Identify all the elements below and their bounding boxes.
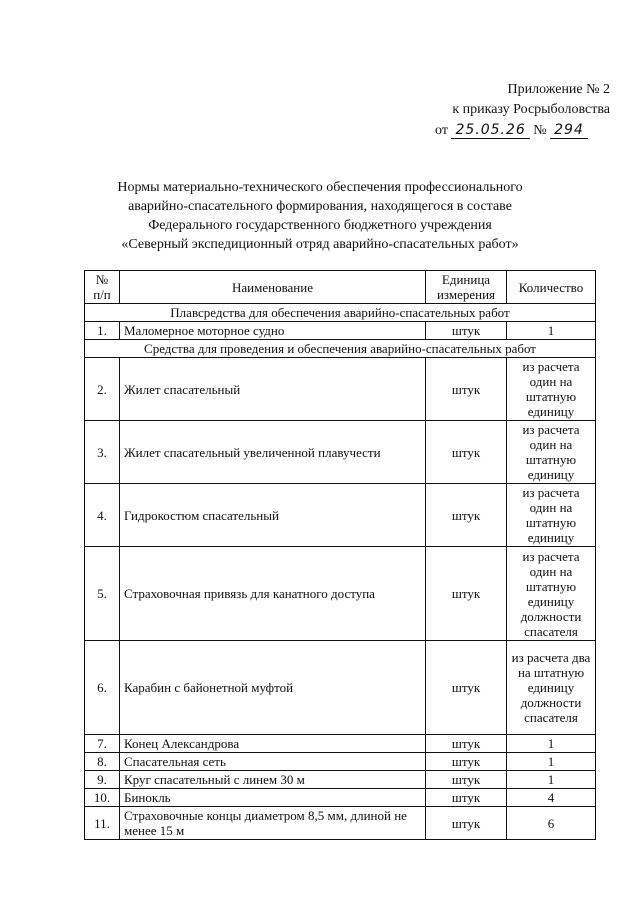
table-row	[85, 421, 596, 484]
appendix-number: Приложение № 2	[507, 82, 610, 97]
norms-table	[84, 270, 596, 840]
table-row	[85, 484, 596, 547]
table-row	[85, 807, 596, 840]
row-num: 11.	[85, 807, 120, 840]
document-title	[60, 178, 580, 254]
title-line-3: Федерального государственного бюджетного учреждения	[148, 218, 492, 233]
row-unit: штук	[426, 641, 507, 735]
section-row	[85, 340, 596, 358]
title-line-2: аварийно-спасательного формирования, находящегося в составе	[128, 199, 512, 214]
row-unit: штук	[426, 547, 507, 641]
table-row	[85, 641, 596, 735]
row-num: 6.	[85, 641, 120, 735]
row-unit: штук	[426, 753, 507, 771]
table-row	[85, 547, 596, 641]
row-qty: из расчета один на штатную единицу	[507, 358, 596, 421]
section-title-1: Плавсредства для обеспечения аварийно-спасательных работ	[85, 304, 596, 322]
row-name: Бинокль	[120, 789, 426, 807]
table-row	[85, 789, 596, 807]
row-num: 2.	[85, 358, 120, 421]
appendix-date-line	[400, 120, 610, 141]
row-unit: штук	[426, 358, 507, 421]
appendix-order: к приказу Росрыболовства	[452, 102, 610, 117]
row-num: 1.	[85, 322, 120, 340]
row-name: Маломерное моторное судно	[120, 322, 426, 340]
row-name: Страховочные концы диаметром 8,5 мм, длиной не менее 15 м	[120, 807, 426, 840]
header-qty: Количество	[507, 271, 596, 304]
row-num: 8.	[85, 753, 120, 771]
section-row	[85, 304, 596, 322]
row-num: 4.	[85, 484, 120, 547]
table-row	[85, 322, 596, 340]
header-name: Наименование	[120, 271, 426, 304]
table-row	[85, 753, 596, 771]
table-row	[85, 358, 596, 421]
row-qty: из расчета один на штатную единицу	[507, 484, 596, 547]
row-name: Страховочная привязь для канатного доступа	[120, 547, 426, 641]
row-qty: из расчета два на штатную единицу должности спасателя	[507, 641, 596, 735]
row-unit: штук	[426, 484, 507, 547]
table-row	[85, 771, 596, 789]
table-row	[85, 735, 596, 753]
row-unit: штук	[426, 771, 507, 789]
row-qty: 6	[507, 807, 596, 840]
title-line-1: Нормы материально-технического обеспечения профессионального	[117, 180, 523, 195]
handwritten-number: 294	[550, 122, 588, 139]
row-unit: штук	[426, 421, 507, 484]
row-num: 9.	[85, 771, 120, 789]
row-num: 3.	[85, 421, 120, 484]
row-unit: штук	[426, 735, 507, 753]
number-label: №	[533, 123, 547, 138]
row-name: Круг спасательный с линем 30 м	[120, 771, 426, 789]
header-num: № п/п	[85, 271, 120, 304]
row-qty: 1	[507, 753, 596, 771]
handwritten-date: 25.05.26	[451, 122, 529, 139]
row-name: Жилет спасательный	[120, 358, 426, 421]
table-header-row	[85, 271, 596, 304]
row-name: Конец Александрова	[120, 735, 426, 753]
row-name: Жилет спасательный увеличенной плавучести	[120, 421, 426, 484]
row-unit: штук	[426, 322, 507, 340]
row-unit: штук	[426, 789, 507, 807]
row-name: Гидрокостюм спасательный	[120, 484, 426, 547]
row-num: 5.	[85, 547, 120, 641]
row-qty: из расчета один на штатную единицу	[507, 421, 596, 484]
row-qty: 1	[507, 771, 596, 789]
appendix-header	[400, 80, 610, 141]
section-title-2: Средства для проведения и обеспечения аварийно-спасательных работ	[85, 340, 596, 358]
row-qty: 4	[507, 789, 596, 807]
header-unit: Единица измерения	[426, 271, 507, 304]
row-qty: 1	[507, 322, 596, 340]
row-qty: 1	[507, 735, 596, 753]
row-num: 7.	[85, 735, 120, 753]
title-line-4: «Северный экспедиционный отряд аварийно-спасательных работ»	[121, 237, 519, 252]
row-unit: штук	[426, 807, 507, 840]
from-label: от	[435, 123, 448, 138]
row-num: 10.	[85, 789, 120, 807]
row-qty: из расчета один на штатную единицу должности спасателя	[507, 547, 596, 641]
row-name: Спасательная сеть	[120, 753, 426, 771]
row-name: Карабин с байонетной муфтой	[120, 641, 426, 735]
